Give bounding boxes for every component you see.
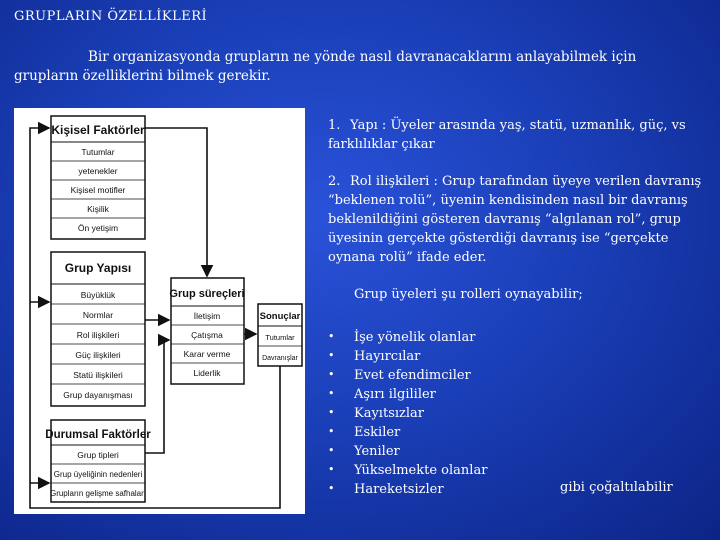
outcome-item: Davranışlar	[262, 355, 298, 362]
bullet: •	[328, 330, 335, 343]
roles-tail: gibi çoğaltılabilir	[560, 480, 673, 495]
roles-intro: Grup üyeleri şu rolleri oynayabilir;	[354, 287, 583, 302]
structure-item: Büyüklük	[80, 290, 116, 300]
role-item	[328, 461, 712, 480]
personal-factor-item: Ön yetişim	[77, 223, 119, 233]
roles-list	[328, 328, 712, 499]
bullet: •	[328, 463, 335, 476]
point-role-relations	[328, 172, 712, 267]
personal-factors-box	[51, 116, 145, 239]
input-arrow	[145, 128, 207, 276]
group-processes-box	[169, 278, 244, 384]
role-label: Evet efendimciler	[354, 368, 471, 383]
outcomes-box	[258, 304, 302, 366]
situational-item: Grupların gelişme safhaları	[49, 489, 147, 498]
role-label: Kayıtsızlar	[354, 406, 424, 421]
outcome-item: Tutumlar	[265, 333, 295, 342]
group-structure-box	[51, 252, 145, 406]
intro-text: Bir organizasyonda grupların ne yönde nasıl davranacaklarını anlayabilmek için grupların özelliklerini bilmek gerekir.	[14, 49, 637, 84]
role-item	[328, 442, 712, 461]
bullet: •	[328, 349, 335, 362]
group-processes-header: Grup süreçleri	[169, 288, 245, 300]
group-characteristics-diagram	[14, 108, 305, 514]
situational-factors-header: Durumsal Faktörler	[45, 429, 151, 441]
point-number: 2.	[328, 174, 341, 189]
role-item	[328, 347, 712, 366]
structure-item: Statü ilişkileri	[73, 370, 123, 380]
role-label: İşe yönelik olanlar	[354, 330, 476, 345]
role-item	[328, 328, 712, 347]
situational-factors-box	[45, 420, 151, 502]
process-item: Karar verme	[183, 349, 231, 359]
explanation-list	[328, 116, 712, 304]
bullet: •	[328, 368, 335, 381]
bullet: •	[328, 406, 335, 419]
bullet: •	[328, 387, 335, 400]
personal-factor-item: Tutumlar	[81, 147, 115, 157]
personal-factor-item: yetenekler	[78, 166, 118, 176]
personal-factor-item: Kişilik	[87, 204, 109, 214]
point-text: Yapı : Üyeler arasında yaş, statü, uzmanlık, güç, vs farklılıklar çıkar	[328, 118, 686, 152]
point-number: 1.	[328, 118, 341, 133]
personal-factor-item: Kişisel motifler	[70, 185, 126, 195]
process-item: İletişim	[193, 311, 221, 321]
role-label: Yükselmekte olanlar	[354, 463, 488, 478]
bullet: •	[328, 482, 335, 495]
role-label: Hareketsizler	[354, 482, 444, 497]
role-label: Hayırcılar	[354, 349, 421, 364]
point-text: Rol ilişkileri : Grup tarafından üyeye verilen davranış “beklenen rolü”, üyenin kendisinden nasıl bir davranış beklenildiğini gösteren davranış “algılanan rol”, grup üyesinin gerçekte gösterdiği davranış ise “gerçekte oynana rolü” ifade eder.	[328, 174, 702, 265]
structure-item: Rol ilişkileri	[76, 330, 120, 340]
personal-factors-header: Kişisel Faktörler	[51, 123, 145, 137]
structure-item: Normlar	[82, 310, 114, 320]
situational-item: Grup üyeliğinin nedenleri	[53, 470, 143, 479]
role-item	[328, 385, 712, 404]
role-item	[328, 423, 712, 442]
intro-paragraph	[14, 48, 704, 86]
diagram-canvas	[14, 108, 305, 514]
role-item	[328, 366, 712, 385]
process-item: Liderlik	[193, 368, 221, 378]
role-label: Yeniler	[354, 444, 400, 459]
slide-title: GRUPLARIN ÖZELLİKLERİ	[14, 9, 208, 24]
structure-item: Güç ilişkileri	[75, 350, 121, 360]
structure-item: Grup dayanışması	[63, 390, 133, 400]
point-structure	[328, 116, 712, 154]
role-label: Eskiler	[354, 425, 401, 440]
bullet: •	[328, 444, 335, 457]
group-structure-header: Grup Yapısı	[64, 261, 132, 275]
process-item: Çatışma	[191, 330, 223, 340]
outcomes-header: Sonuçlar	[259, 311, 301, 322]
situational-item: Grup tipleri	[77, 450, 119, 460]
role-label: Aşırı ilgililer	[354, 387, 436, 402]
bullet: •	[328, 425, 335, 438]
role-item	[328, 404, 712, 423]
